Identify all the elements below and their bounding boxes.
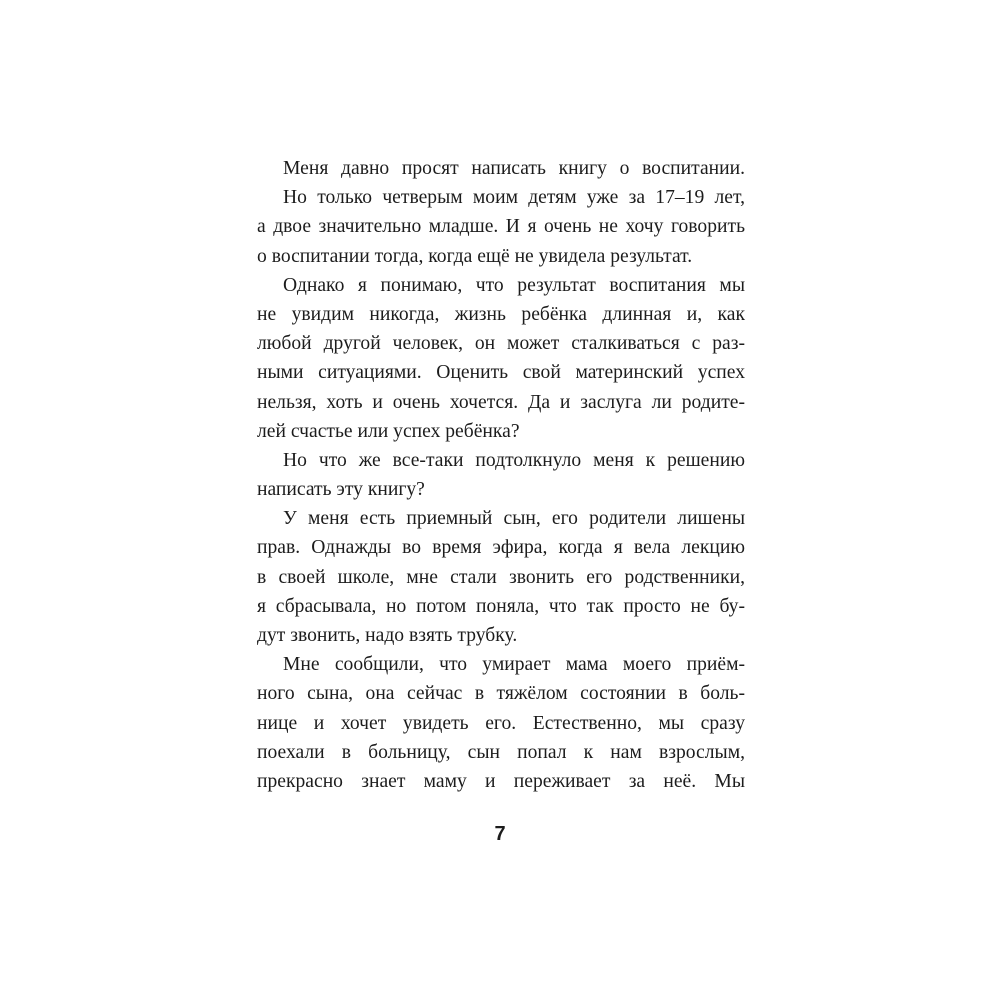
text-line: поехали в больницу, сын попал к нам взрослым, [257, 741, 745, 763]
text-line: прекрасно знает маму и переживает за неё. Мы [257, 770, 745, 792]
text-line: а двое значительно младше. И я очень не хочу говорить [257, 216, 745, 238]
text-line: лей счастье или успех ребёнка? [257, 420, 520, 442]
text-line: Однако я понимаю, что результат воспитания мы [283, 274, 745, 296]
text-line: Но только четверым моим детям уже за 17–19 лет, [283, 187, 745, 209]
text-line: ного сына, она сейчас в тяжёлом состоянии в боль- [257, 683, 745, 705]
text-line: ными ситуациями. Оценить свой материнский успех [257, 362, 745, 384]
text-line: о воспитании тогда, когда ещё не увидела результат. [257, 245, 693, 267]
text-line: дут звонить, надо взять трубку. [257, 625, 518, 646]
text-line: У меня есть приемный сын, его родители лишены [283, 508, 745, 530]
page-number: 7 [494, 823, 506, 845]
text-line: написать эту книгу? [257, 479, 425, 501]
text-line: Но что же все-таки подтолкнуло меня к решению [283, 449, 745, 471]
text-line: любой другой человек, он может сталкиваться с раз- [257, 333, 745, 355]
text-line: Меня давно просят написать книгу о воспитании. [283, 158, 745, 179]
text-line: нельзя, хоть и очень хочется. Да и заслуга ли родите- [257, 391, 745, 413]
text-line: прав. Однажды во время эфира, когда я вела лекцию [257, 537, 745, 559]
text-line: нице и хочет увидеть его. Естественно, мы сразу [257, 712, 745, 734]
text-line: не увидим никогда, жизнь ребёнка длинная и, как [257, 303, 745, 325]
text-line: Мне сообщили, что умирает мама моего приём- [283, 654, 745, 676]
body-text [257, 154, 745, 796]
text-line: в своей школе, мне стали звонить его родственники, [257, 566, 745, 588]
text-line: я сбрасывала, но потом поняла, что так просто не бу- [257, 595, 745, 617]
